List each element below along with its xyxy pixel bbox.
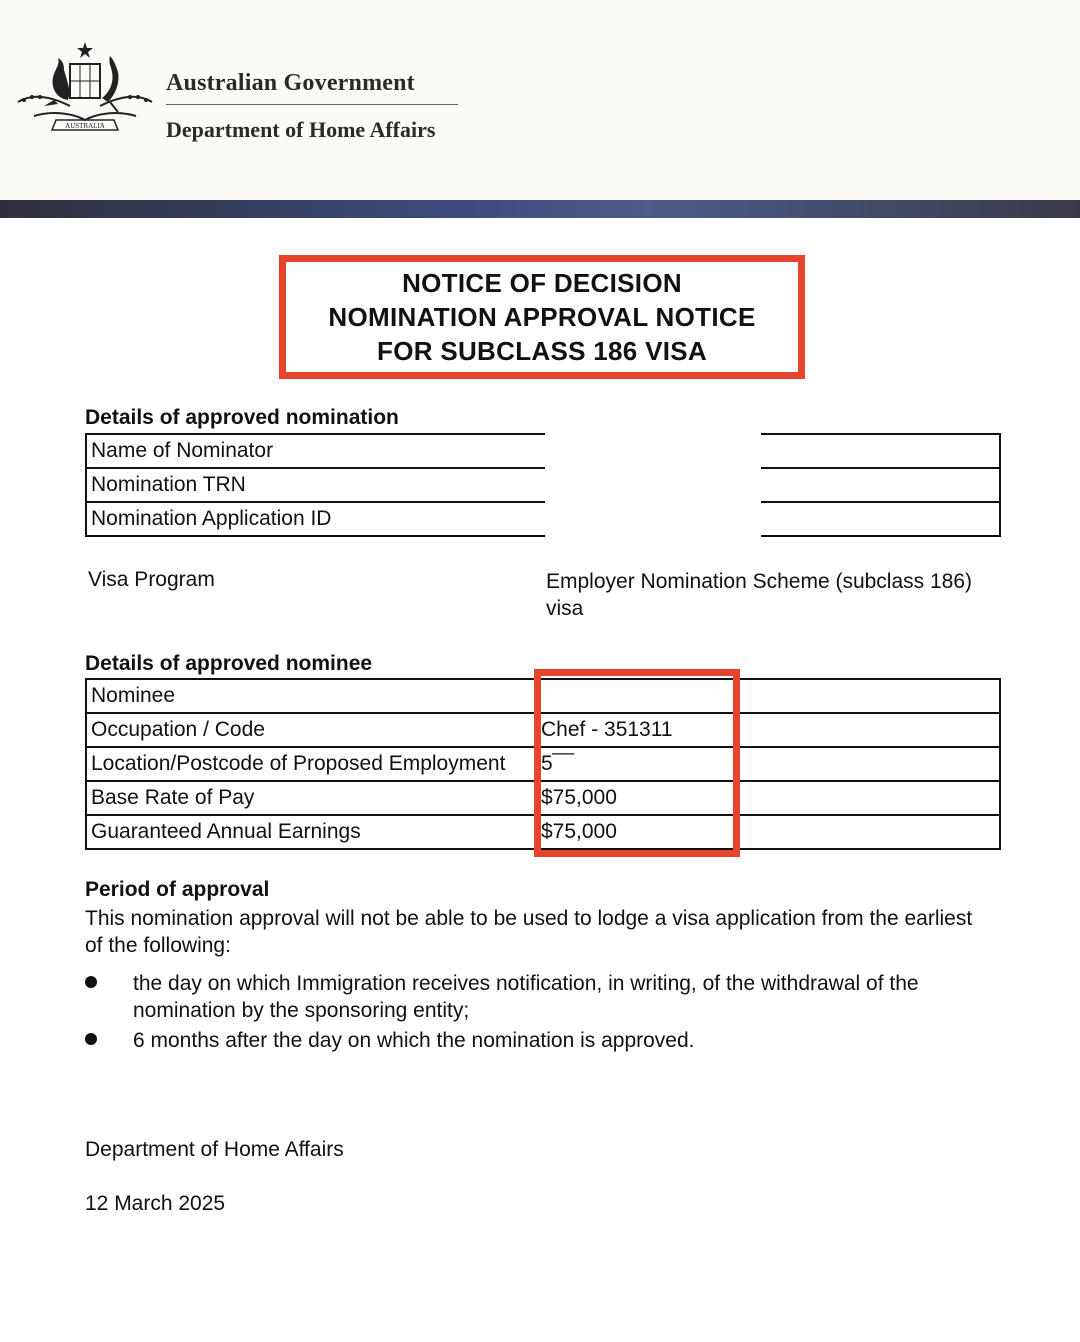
occupation-value: Chef - 351311 — [538, 713, 1000, 747]
visa-program-value: Employer Nomination Scheme (subclass 186) visa — [546, 570, 973, 620]
svg-text:AUSTRALIA: AUSTRALIA — [65, 122, 105, 130]
location-value: 5‾‾‾ — [538, 747, 1000, 781]
nominee-label: Nominee — [86, 679, 538, 713]
government-name: Australian Government — [166, 70, 415, 96]
bullet-icon — [85, 1033, 97, 1045]
signoff-date: 12 March 2025 — [85, 1192, 226, 1215]
annual-earnings-value: $75,000 — [538, 815, 1000, 849]
table-row — [86, 468, 1000, 502]
table-row — [86, 502, 1000, 536]
period-heading: Period of approval — [85, 878, 270, 901]
base-rate-label: Base Rate of Pay — [86, 781, 538, 815]
letterhead-band — [0, 200, 1080, 218]
letterhead-divider — [166, 104, 458, 105]
bullet-icon — [85, 976, 97, 988]
bullet-text: 6 months after the day on which the nomination is approved. — [133, 1029, 695, 1052]
notice-title-box — [279, 255, 805, 379]
occupation-label: Occupation / Code — [86, 713, 538, 747]
highlight-box — [534, 669, 740, 857]
nominee-heading: Details of approved nominee — [85, 652, 373, 675]
notice-title-line-3: FOR SUBCLASS 186 VISA — [377, 336, 707, 366]
visa-program-label: Visa Program — [88, 568, 215, 591]
letterhead — [0, 0, 1080, 200]
department-name: Department of Home Affairs — [166, 117, 436, 142]
annual-earnings-label: Guaranteed Annual Earnings — [86, 815, 538, 849]
nominator-label: Name of Nominator — [86, 434, 546, 468]
notice-title-line-1: NOTICE OF DECISION — [402, 268, 682, 298]
nomination-table — [85, 433, 1001, 537]
period-text: This nomination approval will not be able to be used to lodge a visa application from the earliest of the following: — [85, 907, 973, 957]
nomination-heading: Details of approved nomination — [85, 406, 399, 429]
table-row — [86, 434, 1000, 468]
trn-label: Nomination TRN — [86, 468, 546, 502]
bullet-text: the day on which Immigration receives notification, in writing, of the withdrawal of the nomination by the sponsoring entity; — [133, 972, 919, 1022]
redaction-patch — [545, 432, 761, 538]
coat-of-arms-icon — [14, 40, 156, 144]
signoff-department: Department of Home Affairs — [85, 1138, 344, 1161]
base-rate-value: $75,000 — [538, 781, 1000, 815]
location-label: Location/Postcode of Proposed Employment — [86, 747, 538, 781]
notice-title-line-2: NOMINATION APPROVAL NOTICE — [328, 302, 756, 332]
application-id-label: Nomination Application ID — [86, 502, 546, 536]
